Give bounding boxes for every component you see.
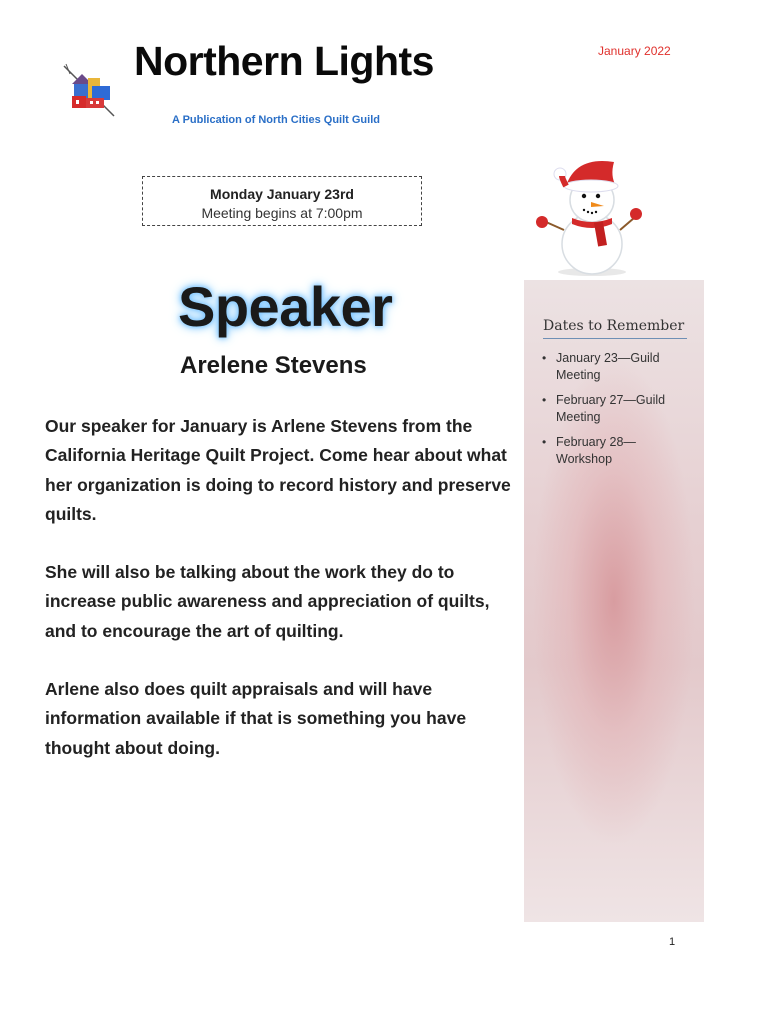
publication-subtitle: A Publication of North Cities Quilt Guild	[172, 114, 380, 126]
meeting-time: Meeting begins at 7:00pm	[201, 205, 363, 221]
newsletter-title: Northern Lights	[134, 38, 434, 84]
speaker-name: Arelene Stevens	[180, 352, 367, 379]
list-item: • February 27—Guild Meeting	[538, 392, 694, 426]
issue-date: January 2022	[598, 44, 671, 58]
meeting-day: Monday January 23rd	[210, 186, 354, 202]
speaker-paragraph: She will also be talking about the work they do to increase public awareness and appreciation of quilts, and to encourage the art of quilting.	[45, 562, 490, 641]
dates-sidebar	[524, 280, 704, 922]
dates-list	[538, 350, 694, 476]
list-item: • January 23—Guild Meeting	[538, 350, 694, 384]
speaker-heading: Speaker	[178, 275, 393, 338]
speaker-description	[45, 412, 523, 792]
guild-logo-icon	[62, 62, 118, 120]
page-number: 1	[669, 936, 676, 948]
speaker-paragraph: Arlene also does quilt appraisals and will have information available if that is something you have thought about doing.	[45, 679, 467, 758]
speaker-paragraph: Our speaker for January is Arlene Stevens from the California Heritage Quilt Project. Come hear about what her organization is doing to record history and preserve quilts.	[45, 416, 511, 524]
sidebar-title: Dates to Remember	[543, 318, 687, 339]
snowman-icon	[526, 146, 646, 278]
list-item: • February 28— Workshop	[538, 434, 694, 468]
meeting-info-box	[142, 176, 422, 226]
